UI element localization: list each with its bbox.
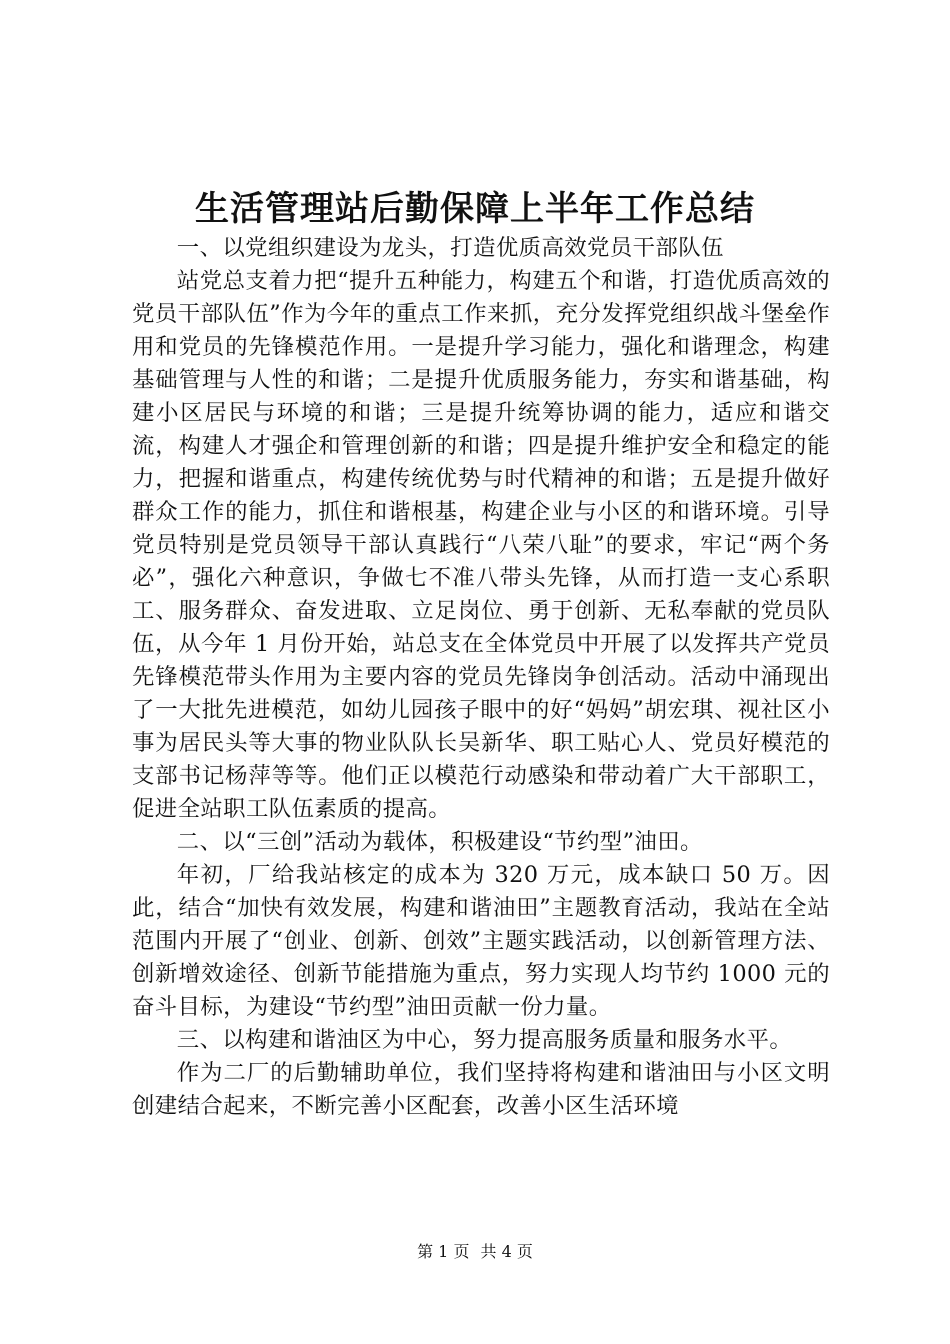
section-heading-1: 一、以党组织建设为龙头，打造优质高效党员干部队伍 xyxy=(176,235,724,261)
paragraph-1: 站党总支着力把“提升五种能力，构建五个和谐，打造优质高效的党员干部队伍”作为今年的重点工作来抓，充分发挥党组织战斗堡垒作用和党员的先锋模范作用。一是提升学习能力，强化和谐理念，构建基础管理与人性的和谐；二是提升优质服务能力，夯实和谐基础，构建小区居民与环境的和谐；三是提升统筹协调的能力，适应和谐交流，构建人才强企和管理创新的和谐；四是提升维护安全和稳定的能力，把握和谐重点，构建传统优势与时代精神的和谐；五是提升做好群众工作的能力，抓住和谐根基，构建企业与小区的和谐环境。引导党员特别是党员领导干部认真践行“八荣八耻”的要求，牢记“两个务必”，强化六种意识，争做七不准八带头先锋，从而打造一支心系职工、服务群众、奋发进取、立足岗位、勇于创新、无私奉献的党员队伍，从今年 1 月份开始，站总支在全体党员中开展了以发挥共产党员先锋模范带头作用为主要内容的党员先锋岗争创活动。活动中涌现出了一大批先进模范，如幼儿园孩子眼中的好“妈妈”胡宏琪、视社区小事为居民头等大事的物业队队长吴新华、职工贴心人、党员好模范的支部书记杨萍等等。他们正以模范行动感染和带动着广大干部职工，促进全站职工队伍素质的提高。 xyxy=(132,268,830,822)
paragraph-2: 年初，厂给我站核定的成本为 320 万元，成本缺口 50 万。因此，结合“加快有效发展，构建和谐油田”主题教育活动，我站在全站范围内开展了“创业、创新、创效”主题实践活动，以创新管理方法、创新增效途径、创新节能措施为重点，努力实现人均节约 1000 元的奋斗目标，为建设“节约型”油田贡献一份力量。 xyxy=(132,862,830,1020)
document-body xyxy=(132,232,830,1123)
document-title: 生活管理站后勤保障上半年工作总结 xyxy=(195,189,755,229)
page-number: 第 1 页 xyxy=(417,1242,470,1261)
section-heading-3: 三、以构建和谐油区为中心，努力提高服务质量和服务水平。 xyxy=(176,1027,793,1053)
page-total: 共 4 页 xyxy=(480,1242,533,1261)
section-heading-2: 二、以“三创”活动为载体，积极建设“节约型”油田。 xyxy=(176,829,703,855)
page-footer xyxy=(0,1240,950,1264)
paragraph-3: 作为二厂的后勤辅助单位，我们坚持将构建和谐油田与小区文明创建结合起来，不断完善小区配套，改善小区生活环境 xyxy=(132,1060,830,1119)
